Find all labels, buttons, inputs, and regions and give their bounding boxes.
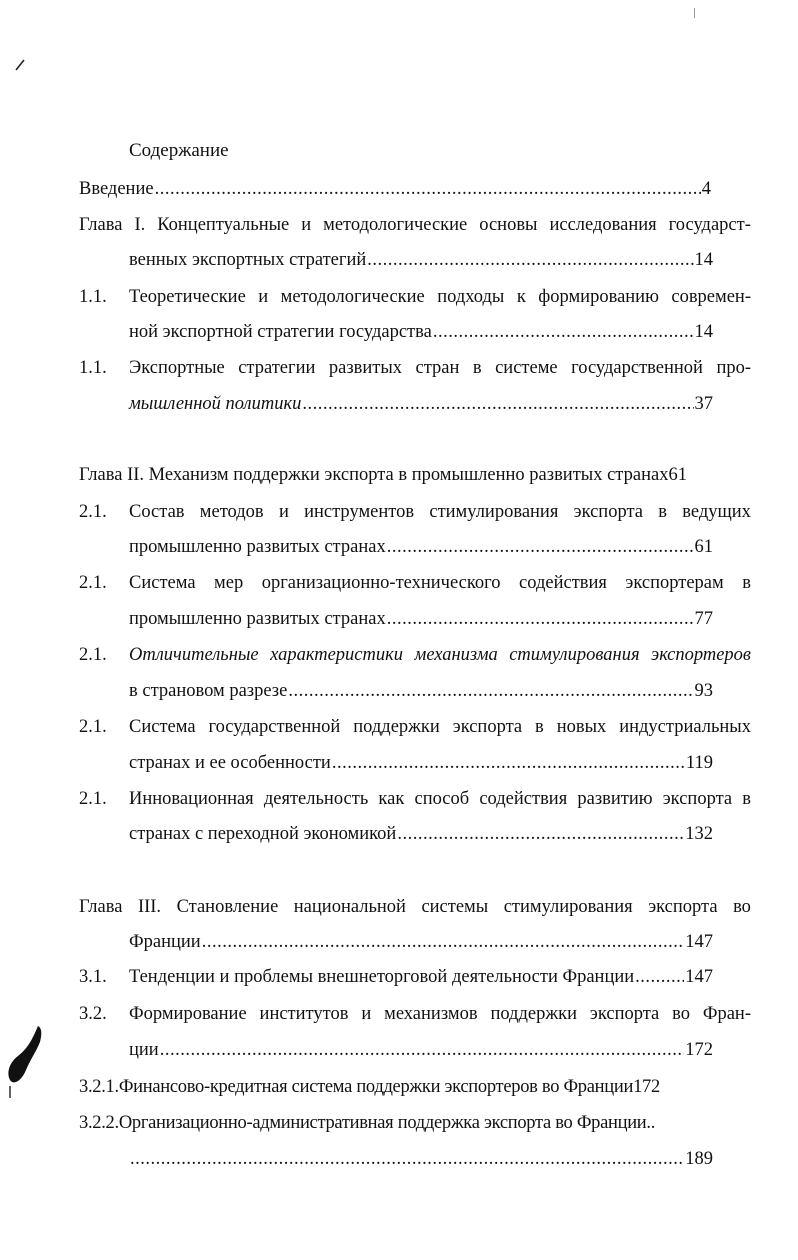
section-number: 3.2. <box>79 1004 107 1024</box>
toc-entry-chapter-2[interactable]: Глава II. Механизм поддержки экспорта в промышленно развитых странах61 <box>79 465 687 485</box>
toc-entry-chapter-1-line2[interactable]: венных экспортных стратегий ..... 14 <box>129 249 713 271</box>
pen-mark-top <box>14 58 26 72</box>
toc-entry-section-2-1e-line1[interactable]: Инновационная деятельность как способ содействия развитию экспорта в <box>129 789 751 809</box>
toc-entry-section-2-1c-line1[interactable]: Отличительные характеристики механизма стимулирования экспортеров <box>129 645 751 665</box>
toc-entry-section-3-2-1[interactable]: 3.2.1.Финансово-кредитная система поддержки экспортеров во Франции172 <box>79 1077 660 1097</box>
toc-entry-section-3-2-line2[interactable]: ции ..... 172 <box>129 1039 713 1061</box>
toc-entry-section-3-2-2-line1[interactable]: 3.2.2.Организационно-административная поддержка экспорта во Франции.. <box>79 1113 656 1133</box>
leader-dots <box>367 249 693 271</box>
section-number: 2.1. <box>79 717 107 737</box>
toc-entry-section-2-1c-line2[interactable]: в страновом разрезе ..... 93 <box>129 680 713 702</box>
leader-dots <box>288 680 693 702</box>
toc-entry-section-2-1a-line2[interactable]: промышленно развитых странах ..... 61 <box>129 536 713 558</box>
page-number: 4 <box>701 179 711 199</box>
section-number: 1.1. <box>79 358 107 378</box>
page-number: 119 <box>685 753 713 773</box>
leader-dots <box>160 1039 685 1061</box>
toc-entry-section-2-1d-line2[interactable]: странах и ее особенности ..... 119 <box>129 752 713 774</box>
leader-dots <box>130 1148 684 1170</box>
page-number: 172 <box>685 1040 713 1060</box>
toc-entry-chapter-1-line1[interactable]: Глава I. Концептуальные и методологические основы исследования государст- <box>79 215 751 235</box>
page-number: 147 <box>685 967 713 987</box>
toc-entry-section-1-1b-line2[interactable]: мышленной политики ..... 37 <box>129 393 713 415</box>
page-number: 132 <box>685 824 713 844</box>
toc-entry-section-2-1d-line1[interactable]: Система государственной поддержки экспорта в новых индустриальных <box>129 717 751 737</box>
toc-entry-section-1-1a-line1[interactable]: Теоретические и методологические подходы к формированию современ- <box>129 287 751 307</box>
toc-entry-section-3-1[interactable]: Тенденции и проблемы внешнеторговой деятельности Франции ..... 147 <box>129 966 713 988</box>
page-number: 61 <box>694 537 713 557</box>
toc-entry-section-2-1b-line2[interactable]: промышленно развитых странах ..... 77 <box>129 608 713 630</box>
toc-entry-chapter-3-line2[interactable]: Франции ..... 147 <box>129 931 713 953</box>
leader-dots <box>397 823 684 845</box>
toc-entry-section-1-1a-line2[interactable]: ной экспортной стратегии государства ..... 14 <box>129 321 713 343</box>
toc-entry-section-2-1e-line2[interactable]: странах с переходной экономикой ..... 132 <box>129 823 713 845</box>
page-number: 37 <box>694 394 713 414</box>
page-number: 77 <box>694 609 713 629</box>
section-number: 2.1. <box>79 573 107 593</box>
leader-dots <box>202 931 685 953</box>
toc-title: Содержание <box>129 140 229 161</box>
toc-entry-chapter-3-line1[interactable]: Глава III. Становление национальной системы стимулирования экспорта во <box>79 897 751 917</box>
leader-dots <box>387 608 694 630</box>
section-number: 1.1. <box>79 287 107 307</box>
toc-entry-section-3-2-line1[interactable]: Формирование институтов и механизмов поддержки экспорта во Фран- <box>129 1004 751 1024</box>
leader-dots <box>155 178 701 200</box>
page-number: 147 <box>685 932 713 952</box>
entry-text: Введение <box>79 179 154 199</box>
leader-dots <box>302 393 693 415</box>
toc-entry-section-1-1b-line1[interactable]: Экспортные стратегии развитых стран в системе государственной про- <box>129 358 751 378</box>
leader-dots <box>635 966 684 988</box>
toc-entry-section-2-1b-line1[interactable]: Система мер организационно-технического содействия экспортерам в <box>129 573 751 593</box>
toc-entry-intro[interactable] <box>79 178 711 200</box>
tick-mark-top-right <box>694 8 695 18</box>
ink-blot-left <box>2 1020 46 1100</box>
leader-dots <box>433 321 694 343</box>
section-number: 2.1. <box>79 645 107 665</box>
leader-dots <box>332 752 685 774</box>
page-number: 14 <box>694 322 713 342</box>
toc-entry-section-2-1a-line1[interactable]: Состав методов и инструментов стимулирования экспорта в ведущих <box>129 502 751 522</box>
toc-entry-section-3-2-2-line2[interactable] <box>129 1148 713 1170</box>
page-number: 93 <box>694 681 713 701</box>
section-number: 3.1. <box>79 967 107 987</box>
leader-dots <box>387 536 694 558</box>
section-number: 2.1. <box>79 502 107 522</box>
page-number: 189 <box>685 1149 713 1169</box>
section-number: 2.1. <box>79 789 107 809</box>
page-number: 14 <box>694 250 713 270</box>
